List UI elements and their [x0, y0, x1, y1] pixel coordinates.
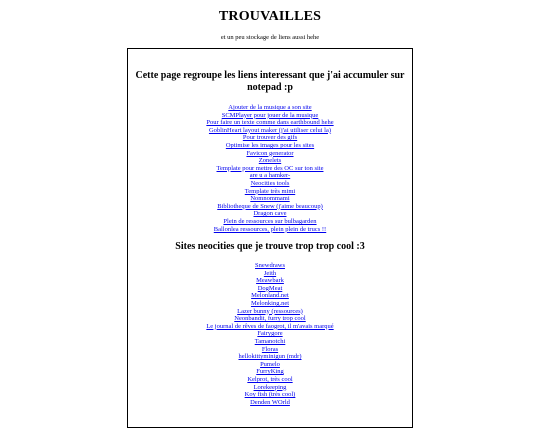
link[interactable]: are u a hamker- [249, 172, 291, 180]
section-title-neocities: Sites neocities que je trouve trop trop cool :3 [175, 241, 365, 252]
link[interactable]: Snewdraws [255, 262, 285, 269]
list-item [128, 119, 412, 127]
list-item [128, 315, 412, 323]
list-item [128, 361, 412, 369]
list-item [128, 292, 412, 300]
list-item [128, 399, 412, 407]
link[interactable]: Zonelets [258, 157, 282, 165]
list-item [128, 127, 412, 135]
site-title: TROUVAILLES [218, 9, 322, 24]
list-item [128, 134, 412, 142]
resource-links-list [128, 104, 412, 233]
list-item [128, 384, 412, 392]
list-item [128, 285, 412, 293]
section-title-resources: Cette page regroupe les liens interessant que j'ai accumuler sur notepad :p [135, 70, 405, 93]
link[interactable]: Denden WOrld [250, 398, 290, 406]
list-item [128, 157, 412, 165]
link[interactable]: Pumelo [260, 360, 280, 368]
list-item [128, 262, 412, 270]
link[interactable]: Melonland.net [251, 292, 289, 300]
link[interactable]: Lazer bunny (ressources) [237, 307, 303, 315]
list-item [128, 172, 412, 180]
link[interactable]: Dragon cave [253, 210, 287, 218]
link[interactable]: Floras [261, 345, 279, 353]
link[interactable]: Ballonlea ressources, plein plein de trucs !! [213, 225, 327, 233]
list-item [128, 346, 412, 354]
list-item [128, 150, 412, 158]
link[interactable]: Ajouter de la musique a son site [228, 104, 312, 111]
link[interactable]: Bibliotheque de Snew (j'aime beaucoup) [217, 202, 323, 210]
neocities-links-list [128, 262, 412, 406]
list-item [128, 323, 412, 331]
list-item [128, 353, 412, 361]
link[interactable]: Le journal de rêves de faogrot, il m'avais marqué [206, 322, 334, 330]
link[interactable]: Lorekeeping [253, 383, 287, 391]
content-box [127, 48, 413, 428]
link[interactable]: FurryKing [256, 368, 284, 376]
list-item [128, 112, 412, 120]
link[interactable]: Pour faire un texte comme dans earthbound hehe [206, 119, 334, 127]
list-item [128, 203, 412, 211]
list-item [128, 195, 412, 203]
link[interactable]: Plein de ressources sur bulbagarden [223, 217, 317, 225]
link[interactable]: Jeith [263, 269, 277, 277]
link[interactable]: Koy fish (très cool) [244, 391, 296, 399]
link[interactable]: Meawbark [256, 277, 284, 285]
link[interactable]: Tamanotchi [254, 337, 286, 345]
list-item [128, 226, 412, 234]
list-item [128, 104, 412, 112]
list-item [128, 338, 412, 346]
list-item [128, 188, 412, 196]
link[interactable]: Kelprot, très cool [247, 375, 293, 383]
link[interactable]: hellokittyminigun (mdr) [238, 353, 302, 361]
list-item [128, 330, 412, 338]
link[interactable]: Favicon generator [246, 149, 294, 157]
link[interactable]: Optimise les images pour les sites [225, 141, 315, 149]
list-item [128, 391, 412, 399]
list-item [128, 218, 412, 226]
list-item [128, 308, 412, 316]
link[interactable]: Template pour mettre des OC sur ton site [216, 164, 324, 172]
link[interactable]: Neonbandit, furry trop cool [234, 315, 306, 323]
list-item [128, 376, 412, 384]
list-item [128, 165, 412, 173]
list-item [128, 142, 412, 150]
list-item [128, 300, 412, 308]
link[interactable]: SCMPlayer pour jouer de la musique [221, 111, 319, 119]
list-item [128, 277, 412, 285]
link[interactable]: Pour trouver des gifs [242, 134, 298, 142]
link[interactable]: Template très mimi [244, 187, 296, 195]
list-item [128, 270, 412, 278]
link[interactable]: Fairygore [257, 330, 283, 338]
list-item [128, 368, 412, 376]
link[interactable]: Neocities tools [250, 179, 290, 187]
link[interactable]: Nomnommami [250, 195, 290, 203]
link[interactable]: DogMeat [257, 284, 283, 292]
link[interactable]: Melonking.net [250, 299, 290, 307]
list-item [128, 180, 412, 188]
site-subtitle: et un peu stockage de liens aussi hehe [220, 34, 320, 41]
link[interactable]: GoblinHeart layout maker (j'ai utiliser celui la) [208, 126, 332, 134]
list-item [128, 210, 412, 218]
